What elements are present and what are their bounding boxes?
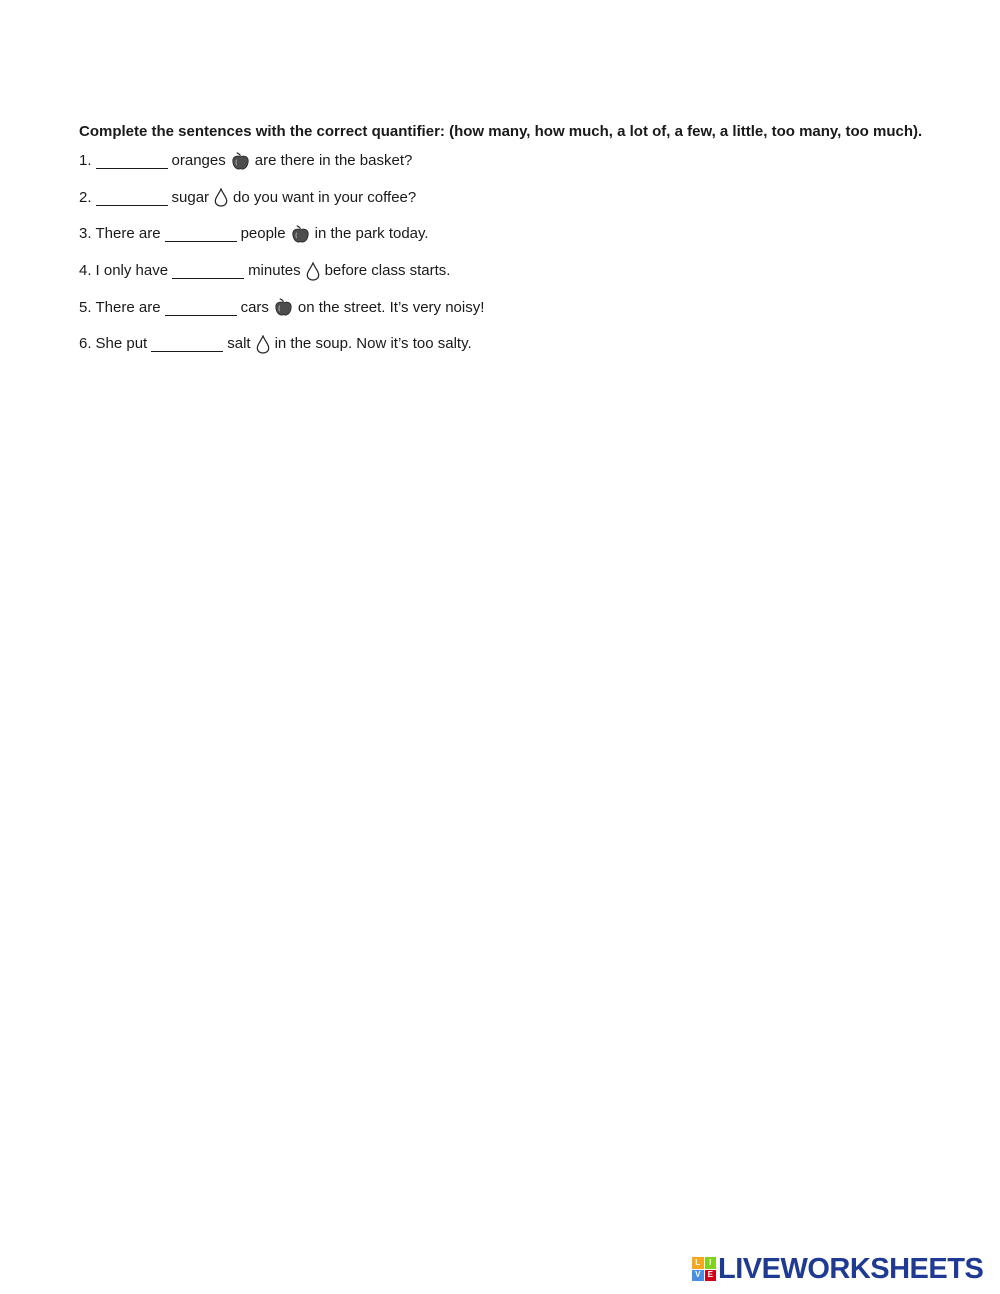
sentence-rest: on the street. It’s very noisy! — [297, 298, 485, 316]
sentence-start: I only have — [95, 262, 169, 280]
question-6 — [79, 332, 949, 356]
question-2 — [79, 186, 949, 210]
question-number: 6. — [79, 335, 92, 353]
worksheet — [79, 121, 949, 369]
logo-letter-i: I — [705, 1257, 717, 1269]
sentence-start: She put — [95, 335, 148, 353]
water-drop-icon — [256, 335, 270, 354]
noun: people — [240, 225, 286, 243]
question-3 — [79, 222, 949, 246]
logo-letter-v: V — [692, 1270, 704, 1282]
logo-mark-icon — [692, 1257, 716, 1281]
answer-input-1[interactable] — [96, 153, 168, 169]
question-number: 5. — [79, 298, 92, 316]
answer-input-6[interactable] — [151, 336, 223, 352]
question-number: 2. — [79, 188, 92, 206]
apple-icon — [274, 298, 293, 317]
logo-letter-l: L — [692, 1257, 704, 1269]
question-number: 1. — [79, 152, 92, 169]
apple-icon — [291, 225, 310, 244]
answer-input-2[interactable] — [96, 190, 168, 206]
sentence-rest: are there in the basket? — [254, 152, 413, 169]
sentence-start: There are — [95, 298, 161, 316]
noun: minutes — [248, 262, 301, 280]
apple-icon — [231, 152, 250, 171]
question-1 — [79, 149, 949, 173]
question-number: 4. — [79, 262, 92, 280]
water-drop-icon — [306, 262, 320, 281]
sentence-rest: do you want in your coffee? — [233, 188, 417, 206]
sentence-rest: before class starts. — [324, 262, 451, 280]
liveworksheets-logo[interactable] — [692, 1255, 983, 1283]
instructions: Complete the sentences with the correct quantifier: (how many, how much, a lot of, a few, a little, too many, too much). — [79, 123, 923, 140]
logo-text: LIVEWORKSHEETS — [718, 1253, 984, 1285]
question-4 — [79, 259, 949, 283]
answer-input-3[interactable] — [165, 226, 237, 242]
logo-letter-e: E — [705, 1270, 717, 1282]
noun: sugar — [171, 188, 210, 206]
water-drop-icon — [214, 188, 228, 207]
sentence-rest: in the park today. — [314, 225, 429, 243]
noun: oranges — [171, 152, 226, 169]
answer-input-4[interactable] — [172, 263, 244, 279]
answer-input-5[interactable] — [165, 300, 237, 316]
noun: cars — [240, 298, 269, 316]
sentence-start: There are — [95, 225, 161, 243]
question-number: 3. — [79, 225, 92, 243]
noun: salt — [227, 335, 251, 353]
question-5 — [79, 296, 949, 320]
sentence-rest: in the soup. Now it’s too salty. — [274, 335, 472, 353]
